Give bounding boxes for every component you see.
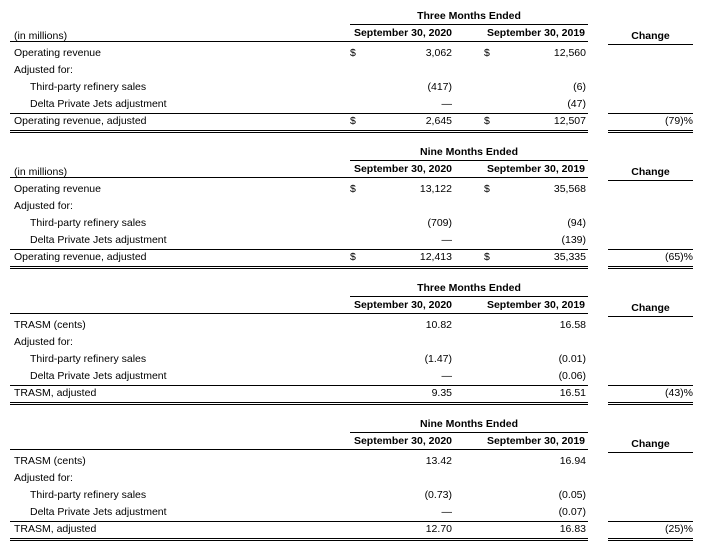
change-value: (43)% — [664, 387, 693, 399]
value-2020: (709) — [427, 217, 452, 229]
row-label: Third-party refinery sales — [30, 353, 147, 365]
row-label: Operating revenue — [14, 183, 101, 195]
change-total-top-rule — [608, 113, 693, 114]
row-label: Adjusted for: — [14, 336, 73, 348]
value-2020: 12,413 — [419, 251, 452, 263]
change-double-rule — [608, 538, 693, 541]
change-header-underline — [608, 316, 693, 317]
period-header: Three Months Ended — [417, 10, 521, 22]
currency-symbol: $ — [350, 115, 356, 127]
column-header-underline — [10, 41, 588, 42]
row-label: TRASM, adjusted — [14, 387, 97, 399]
total-top-rule — [10, 249, 588, 250]
row-label: Delta Private Jets adjustment — [30, 98, 167, 110]
total-top-rule — [10, 521, 588, 522]
column-header-2020: September 30, 2020 — [353, 435, 453, 447]
row-label: Delta Private Jets adjustment — [30, 234, 167, 246]
change-header: Change — [631, 166, 670, 178]
period-header-underline — [350, 24, 588, 25]
total-double-rule — [10, 130, 588, 133]
value-2019: (94) — [567, 217, 586, 229]
value-2019: 16.94 — [559, 455, 586, 467]
currency-symbol: $ — [484, 47, 490, 59]
value-2019: (0.06) — [558, 370, 586, 382]
value-2020: — — [441, 98, 452, 110]
value-2019: (47) — [567, 98, 586, 110]
row-label: Third-party refinery sales — [30, 81, 147, 93]
row-label: TRASM (cents) — [14, 455, 86, 467]
value-2019: 12,507 — [553, 115, 586, 127]
currency-symbol: $ — [350, 251, 356, 263]
unit-label: (in millions) — [14, 166, 68, 178]
value-2019: 35,335 — [553, 251, 586, 263]
change-value: (65)% — [664, 251, 693, 263]
total-double-rule — [10, 402, 588, 405]
change-total-top-rule — [608, 385, 693, 386]
total-double-rule — [10, 538, 588, 541]
row-label: TRASM, adjusted — [14, 523, 97, 535]
change-total-top-rule — [608, 249, 693, 250]
row-label: Adjusted for: — [14, 472, 73, 484]
column-header-2020: September 30, 2020 — [353, 163, 453, 175]
change-header-underline — [608, 180, 693, 181]
column-header-2019: September 30, 2019 — [486, 27, 586, 39]
value-2020: 12.70 — [425, 523, 452, 535]
change-double-rule — [608, 130, 693, 133]
value-2020: (0.73) — [424, 489, 452, 501]
period-header-underline — [350, 160, 588, 161]
currency-symbol: $ — [350, 183, 356, 195]
column-header-2019: September 30, 2019 — [486, 299, 586, 311]
change-value: (25)% — [664, 523, 693, 535]
unit-label: (in millions) — [14, 30, 68, 42]
value-2020: 13,122 — [419, 183, 452, 195]
value-2020: 3,062 — [425, 47, 452, 59]
currency-symbol: $ — [484, 115, 490, 127]
value-2020: 2,645 — [425, 115, 452, 127]
column-header-2019: September 30, 2019 — [486, 163, 586, 175]
value-2020: (1.47) — [424, 353, 452, 365]
value-2019: (0.05) — [558, 489, 586, 501]
period-header: Nine Months Ended — [420, 146, 518, 158]
period-header-underline — [350, 432, 588, 433]
value-2019: 16.58 — [559, 319, 586, 331]
change-value: (79)% — [664, 115, 693, 127]
change-header-underline — [608, 452, 693, 453]
row-label: Delta Private Jets adjustment — [30, 506, 167, 518]
value-2020: 10.82 — [425, 319, 452, 331]
value-2020: 9.35 — [431, 387, 452, 399]
row-label: Adjusted for: — [14, 64, 73, 76]
row-label: Delta Private Jets adjustment — [30, 370, 167, 382]
column-header-2020: September 30, 2020 — [353, 27, 453, 39]
change-double-rule — [608, 266, 693, 269]
total-top-rule — [10, 385, 588, 386]
value-2020: 13.42 — [425, 455, 452, 467]
value-2019: (6) — [573, 81, 586, 93]
currency-symbol: $ — [484, 183, 490, 195]
value-2019: (139) — [561, 234, 586, 246]
change-header: Change — [631, 30, 670, 42]
change-header: Change — [631, 438, 670, 450]
period-header: Three Months Ended — [417, 282, 521, 294]
currency-symbol: $ — [484, 251, 490, 263]
row-label: Third-party refinery sales — [30, 217, 147, 229]
change-header: Change — [631, 302, 670, 314]
row-label: Adjusted for: — [14, 200, 73, 212]
row-label: Operating revenue — [14, 47, 101, 59]
period-header: Nine Months Ended — [420, 418, 518, 430]
value-2020: — — [441, 370, 452, 382]
row-label: Operating revenue, adjusted — [14, 251, 147, 263]
value-2019: (0.01) — [558, 353, 586, 365]
change-total-top-rule — [608, 521, 693, 522]
change-double-rule — [608, 402, 693, 405]
value-2020: — — [441, 506, 452, 518]
value-2020: — — [441, 234, 452, 246]
value-2019: 35,568 — [553, 183, 586, 195]
column-header-underline — [10, 177, 588, 178]
row-label: TRASM (cents) — [14, 319, 86, 331]
column-header-2020: September 30, 2020 — [353, 299, 453, 311]
change-header-underline — [608, 44, 693, 45]
currency-symbol: $ — [350, 47, 356, 59]
row-label: Operating revenue, adjusted — [14, 115, 147, 127]
value-2019: 16.83 — [559, 523, 586, 535]
value-2019: 16.51 — [559, 387, 586, 399]
value-2019: (0.07) — [558, 506, 586, 518]
column-header-underline — [10, 449, 588, 450]
total-double-rule — [10, 266, 588, 269]
value-2019: 12,560 — [553, 47, 586, 59]
column-header-underline — [10, 313, 588, 314]
row-label: Third-party refinery sales — [30, 489, 147, 501]
total-top-rule — [10, 113, 588, 114]
column-header-2019: September 30, 2019 — [486, 435, 586, 447]
period-header-underline — [350, 296, 588, 297]
value-2020: (417) — [427, 81, 452, 93]
